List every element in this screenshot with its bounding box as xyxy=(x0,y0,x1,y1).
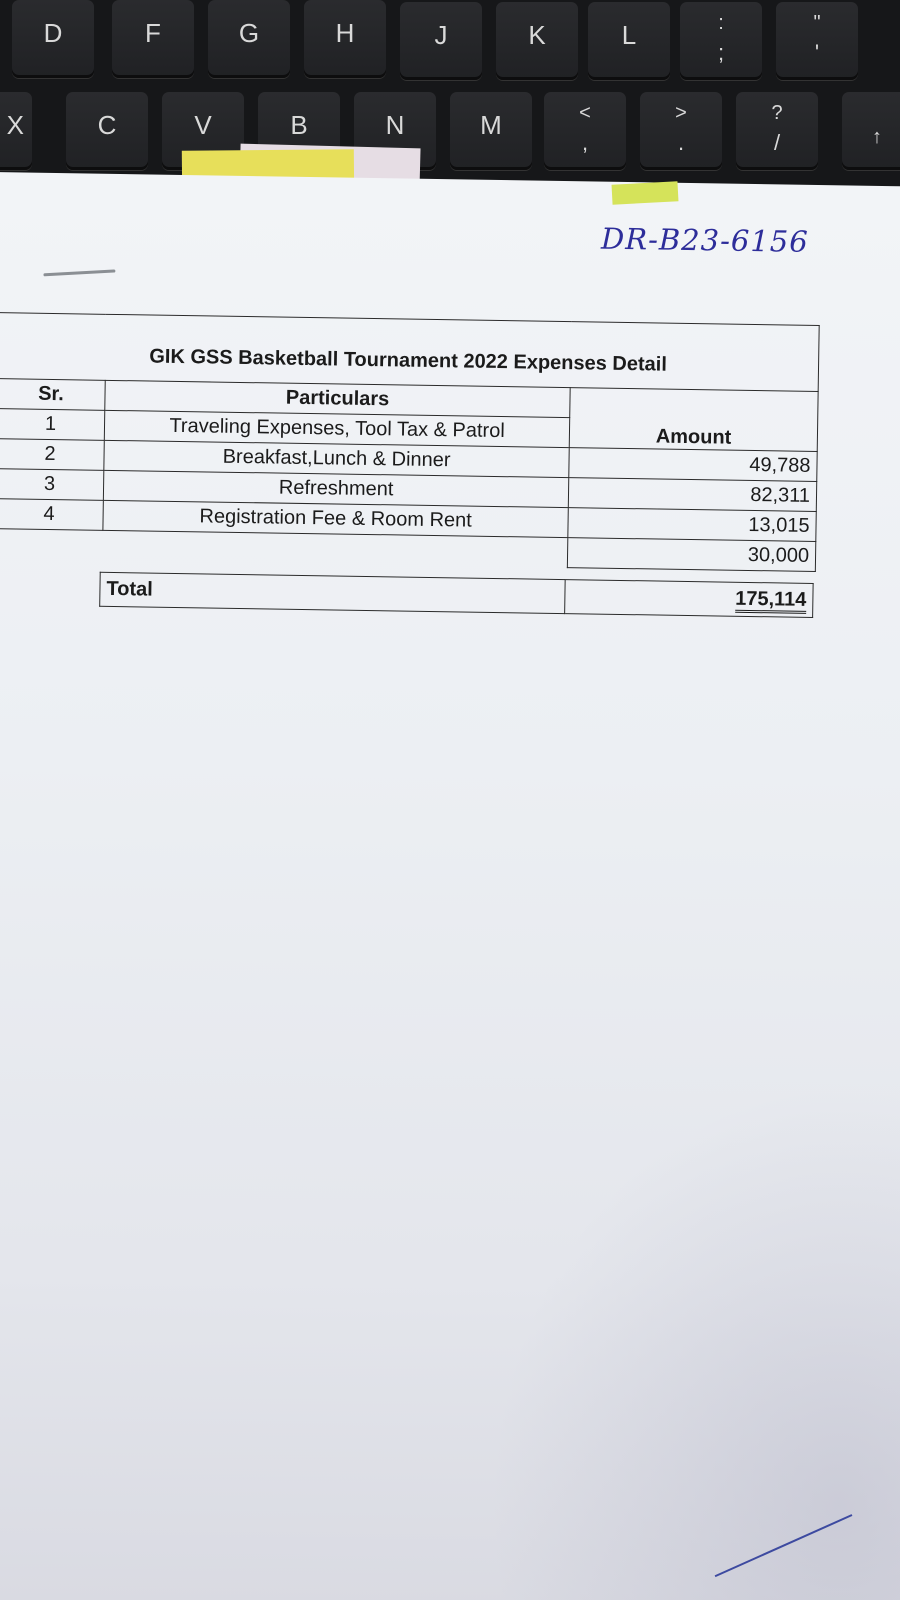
total-label: Total xyxy=(100,572,566,613)
key-comma: < , xyxy=(544,92,626,170)
pencil-mark xyxy=(43,269,115,276)
key-arrow-up: ↑ xyxy=(842,92,900,170)
key-l: L xyxy=(588,2,670,80)
key-period: > . xyxy=(640,92,722,170)
table-title: GIK GSS Basketball Tournament 2022 Expenses Detail xyxy=(0,313,819,392)
row-particulars: Breakfast,Lunch & Dinner xyxy=(104,440,570,477)
header-amount: Amount xyxy=(570,388,819,452)
key-h: H xyxy=(304,0,386,78)
sticky-note-green xyxy=(612,181,679,204)
key-n: N xyxy=(354,92,436,170)
row-amount: 49,788 xyxy=(569,448,817,482)
row-spacer xyxy=(102,530,568,567)
key-f: F xyxy=(112,0,194,78)
row-amount: 13,015 xyxy=(568,508,816,542)
key-slash: ? / xyxy=(736,92,818,170)
total-table xyxy=(99,572,813,618)
total-row xyxy=(100,572,813,617)
handwritten-reference-number: DR-B23-6156 xyxy=(600,221,809,259)
row-particulars: Traveling Expenses, Tool Tax & Patrol xyxy=(104,410,570,447)
row-amount: 82,311 xyxy=(569,478,817,512)
row-sr: 1 xyxy=(0,409,105,441)
key-quote: " ' xyxy=(776,2,858,80)
key-j: J xyxy=(400,2,482,80)
key-v: V xyxy=(162,92,244,170)
key-semicolon: : ; xyxy=(680,2,762,80)
key-x: X xyxy=(0,92,32,170)
key-d: D xyxy=(12,0,94,78)
expenses-table xyxy=(0,312,820,572)
row-particulars: Registration Fee & Room Rent xyxy=(103,500,569,537)
header-particulars: Particulars xyxy=(105,380,571,417)
key-b: B xyxy=(258,92,340,170)
row-amount: 30,000 xyxy=(568,538,816,572)
key-c: C xyxy=(66,92,148,170)
row-sr: 3 xyxy=(0,469,104,501)
row-sr: 4 xyxy=(0,499,103,531)
key-k: K xyxy=(496,2,578,80)
row-particulars: Refreshment xyxy=(103,470,569,507)
header-sr: Sr. xyxy=(0,379,105,411)
row-sr: 2 xyxy=(0,439,104,471)
total-amount-value: 175,114 xyxy=(735,588,807,614)
key-g: G xyxy=(208,0,290,78)
total-amount xyxy=(565,580,813,618)
key-m: M xyxy=(450,92,532,170)
paper-sheet xyxy=(0,172,900,1600)
row-spacer xyxy=(0,529,103,561)
